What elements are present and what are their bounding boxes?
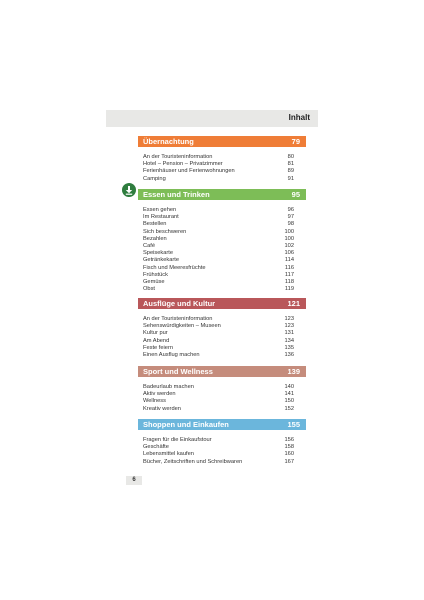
entry-page: 91 — [287, 175, 294, 182]
entry-label: Hotel – Pension – Privatzimmer — [143, 161, 223, 168]
entry-page: 117 — [284, 271, 294, 278]
entry-label: An der Touristeninformation — [143, 154, 213, 160]
toc-entry[interactable] — [143, 398, 294, 405]
entry-page: 150 — [284, 398, 294, 405]
toc-entry[interactable] — [143, 176, 294, 183]
entry-page: 119 — [284, 286, 294, 293]
entry-page: 158 — [284, 444, 294, 451]
entry-page: 167 — [284, 458, 294, 465]
entry-label: Badeurlaub machen — [143, 384, 194, 390]
entry-page: 96 — [287, 207, 294, 213]
entry-label: Gemüse — [143, 279, 165, 286]
entry-page: 160 — [284, 451, 294, 458]
toc-entry[interactable] — [143, 168, 294, 175]
section-sport-und-wellness — [106, 366, 306, 413]
entry-label: Getränkekarte — [143, 257, 180, 264]
section-ausfluege-und-kultur — [106, 298, 306, 359]
entry-label: Am Abend — [143, 337, 170, 344]
entry-label: Feste feiern — [143, 344, 174, 351]
entry-label: Kreativ werden — [143, 405, 181, 412]
entry-label: Lebensmittel kaufen — [143, 451, 194, 458]
toc-entry[interactable] — [143, 279, 294, 286]
toc-entry[interactable] — [143, 338, 294, 345]
entry-page: 141 — [284, 391, 294, 398]
section-title: Ausflüge und Kultur — [143, 299, 216, 308]
entry-label: Wellness — [143, 398, 166, 405]
entry-label: Camping — [143, 175, 166, 182]
entry-label: An der Touristeninformation — [143, 316, 213, 322]
section-uebernachtung — [106, 136, 306, 183]
section-title: Sport und Wellness — [143, 367, 213, 376]
entry-label: Bücher, Zeitschriften und Schreibwaren — [143, 458, 243, 465]
toc-entry[interactable] — [143, 221, 294, 228]
toc-entry[interactable] — [143, 406, 294, 413]
section-essen-und-trinken — [106, 189, 306, 293]
entry-label: Frühstück — [143, 271, 168, 278]
entry-label: Café — [143, 243, 156, 250]
toc-entry[interactable] — [143, 384, 294, 391]
section-header-sport-und-wellness[interactable] — [138, 366, 306, 377]
entry-label: Geschäfte — [143, 444, 169, 451]
toc-entry[interactable] — [143, 391, 294, 398]
entry-page: 80 — [287, 154, 294, 160]
entry-label: Ferienhäuser und Ferienwohnungen — [143, 168, 235, 175]
toc-entry[interactable] — [143, 161, 294, 168]
section-entries — [143, 207, 294, 293]
toc-entry[interactable] — [143, 265, 294, 272]
entry-page: 152 — [284, 405, 294, 412]
section-header-essen-und-trinken[interactable] — [138, 189, 306, 200]
entry-page: 135 — [284, 344, 294, 351]
entry-page: 97 — [287, 214, 294, 221]
entry-page: 89 — [287, 168, 294, 175]
entry-label: Bezahlen — [143, 235, 167, 242]
entry-label: Fisch und Meeresfrüchte — [143, 264, 206, 271]
section-title: Shoppen und Einkaufen — [143, 420, 229, 429]
entry-page: 100 — [284, 228, 294, 235]
section-page: 155 — [287, 420, 300, 429]
toc-entry[interactable] — [143, 250, 294, 257]
toc-entry[interactable] — [143, 323, 294, 330]
toc-entry[interactable] — [143, 286, 294, 293]
toc-entry[interactable] — [143, 229, 294, 236]
toc-entry[interactable] — [143, 330, 294, 337]
toc-entry[interactable] — [143, 444, 294, 451]
toc-entry[interactable] — [143, 352, 294, 359]
toc-entry[interactable] — [143, 154, 294, 161]
section-page: 121 — [287, 299, 300, 308]
toc-entry[interactable] — [143, 316, 294, 323]
section-title: Essen und Trinken — [143, 190, 210, 199]
entry-page: 156 — [284, 437, 294, 443]
entry-page: 131 — [284, 330, 294, 337]
toc-entry[interactable] — [143, 459, 294, 466]
section-page: 79 — [291, 137, 300, 146]
toc-entry[interactable] — [143, 207, 294, 214]
entry-label: Obst — [143, 286, 156, 293]
section-header-uebernachtung[interactable] — [138, 136, 306, 147]
entry-page: 118 — [284, 279, 294, 286]
entry-label: Sehenswürdigkeiten – Museen — [143, 323, 221, 330]
section-entries — [143, 316, 294, 359]
entry-label: Sich beschweren — [143, 228, 187, 235]
section-title: Übernachtung — [143, 137, 194, 146]
entry-label: Aktiv werden — [143, 391, 176, 398]
entry-page: 100 — [284, 235, 294, 242]
section-page: 95 — [291, 190, 300, 199]
toc-entry[interactable] — [143, 451, 294, 458]
toc-entry[interactable] — [143, 236, 294, 243]
entry-label: Fragen für die Einkaufstour — [143, 437, 212, 443]
toc-entry[interactable] — [143, 214, 294, 221]
toc-entry[interactable] — [143, 437, 294, 444]
entry-page: 134 — [284, 337, 294, 344]
entry-page: 102 — [284, 243, 294, 250]
toc-entry[interactable] — [143, 243, 294, 250]
section-entries — [143, 437, 294, 466]
toc-entry[interactable] — [143, 345, 294, 352]
entry-page: 98 — [287, 221, 294, 228]
section-entries — [143, 384, 294, 413]
section-page: 139 — [287, 367, 300, 376]
page-title: Inhalt — [288, 113, 310, 122]
entry-label: Bestellen — [143, 221, 167, 228]
entry-page: 81 — [287, 161, 294, 168]
entry-page: 140 — [284, 384, 294, 390]
toc-entry[interactable] — [143, 257, 294, 264]
entry-label: Einen Ausflug machen — [143, 352, 200, 359]
entry-label: Essen gehen — [143, 207, 177, 213]
section-header-shoppen-und-einkaufen[interactable] — [138, 419, 306, 430]
entry-page: 136 — [284, 352, 294, 359]
entry-page: 114 — [284, 257, 294, 264]
section-shoppen-und-einkaufen — [106, 419, 306, 466]
entry-label: Speisekarte — [143, 250, 174, 257]
page-header — [106, 110, 318, 127]
entry-page: 123 — [284, 316, 294, 322]
entry-label: Im Restaurant — [143, 214, 179, 221]
section-header-ausfluege-und-kultur[interactable] — [138, 298, 306, 309]
page-number: 6 — [126, 476, 142, 485]
entry-page: 106 — [284, 250, 294, 257]
entry-page: 123 — [284, 323, 294, 330]
entry-page: 116 — [284, 264, 294, 271]
entry-label: Kultur pur — [143, 330, 168, 337]
section-entries — [143, 154, 294, 183]
toc-entry[interactable] — [143, 272, 294, 279]
